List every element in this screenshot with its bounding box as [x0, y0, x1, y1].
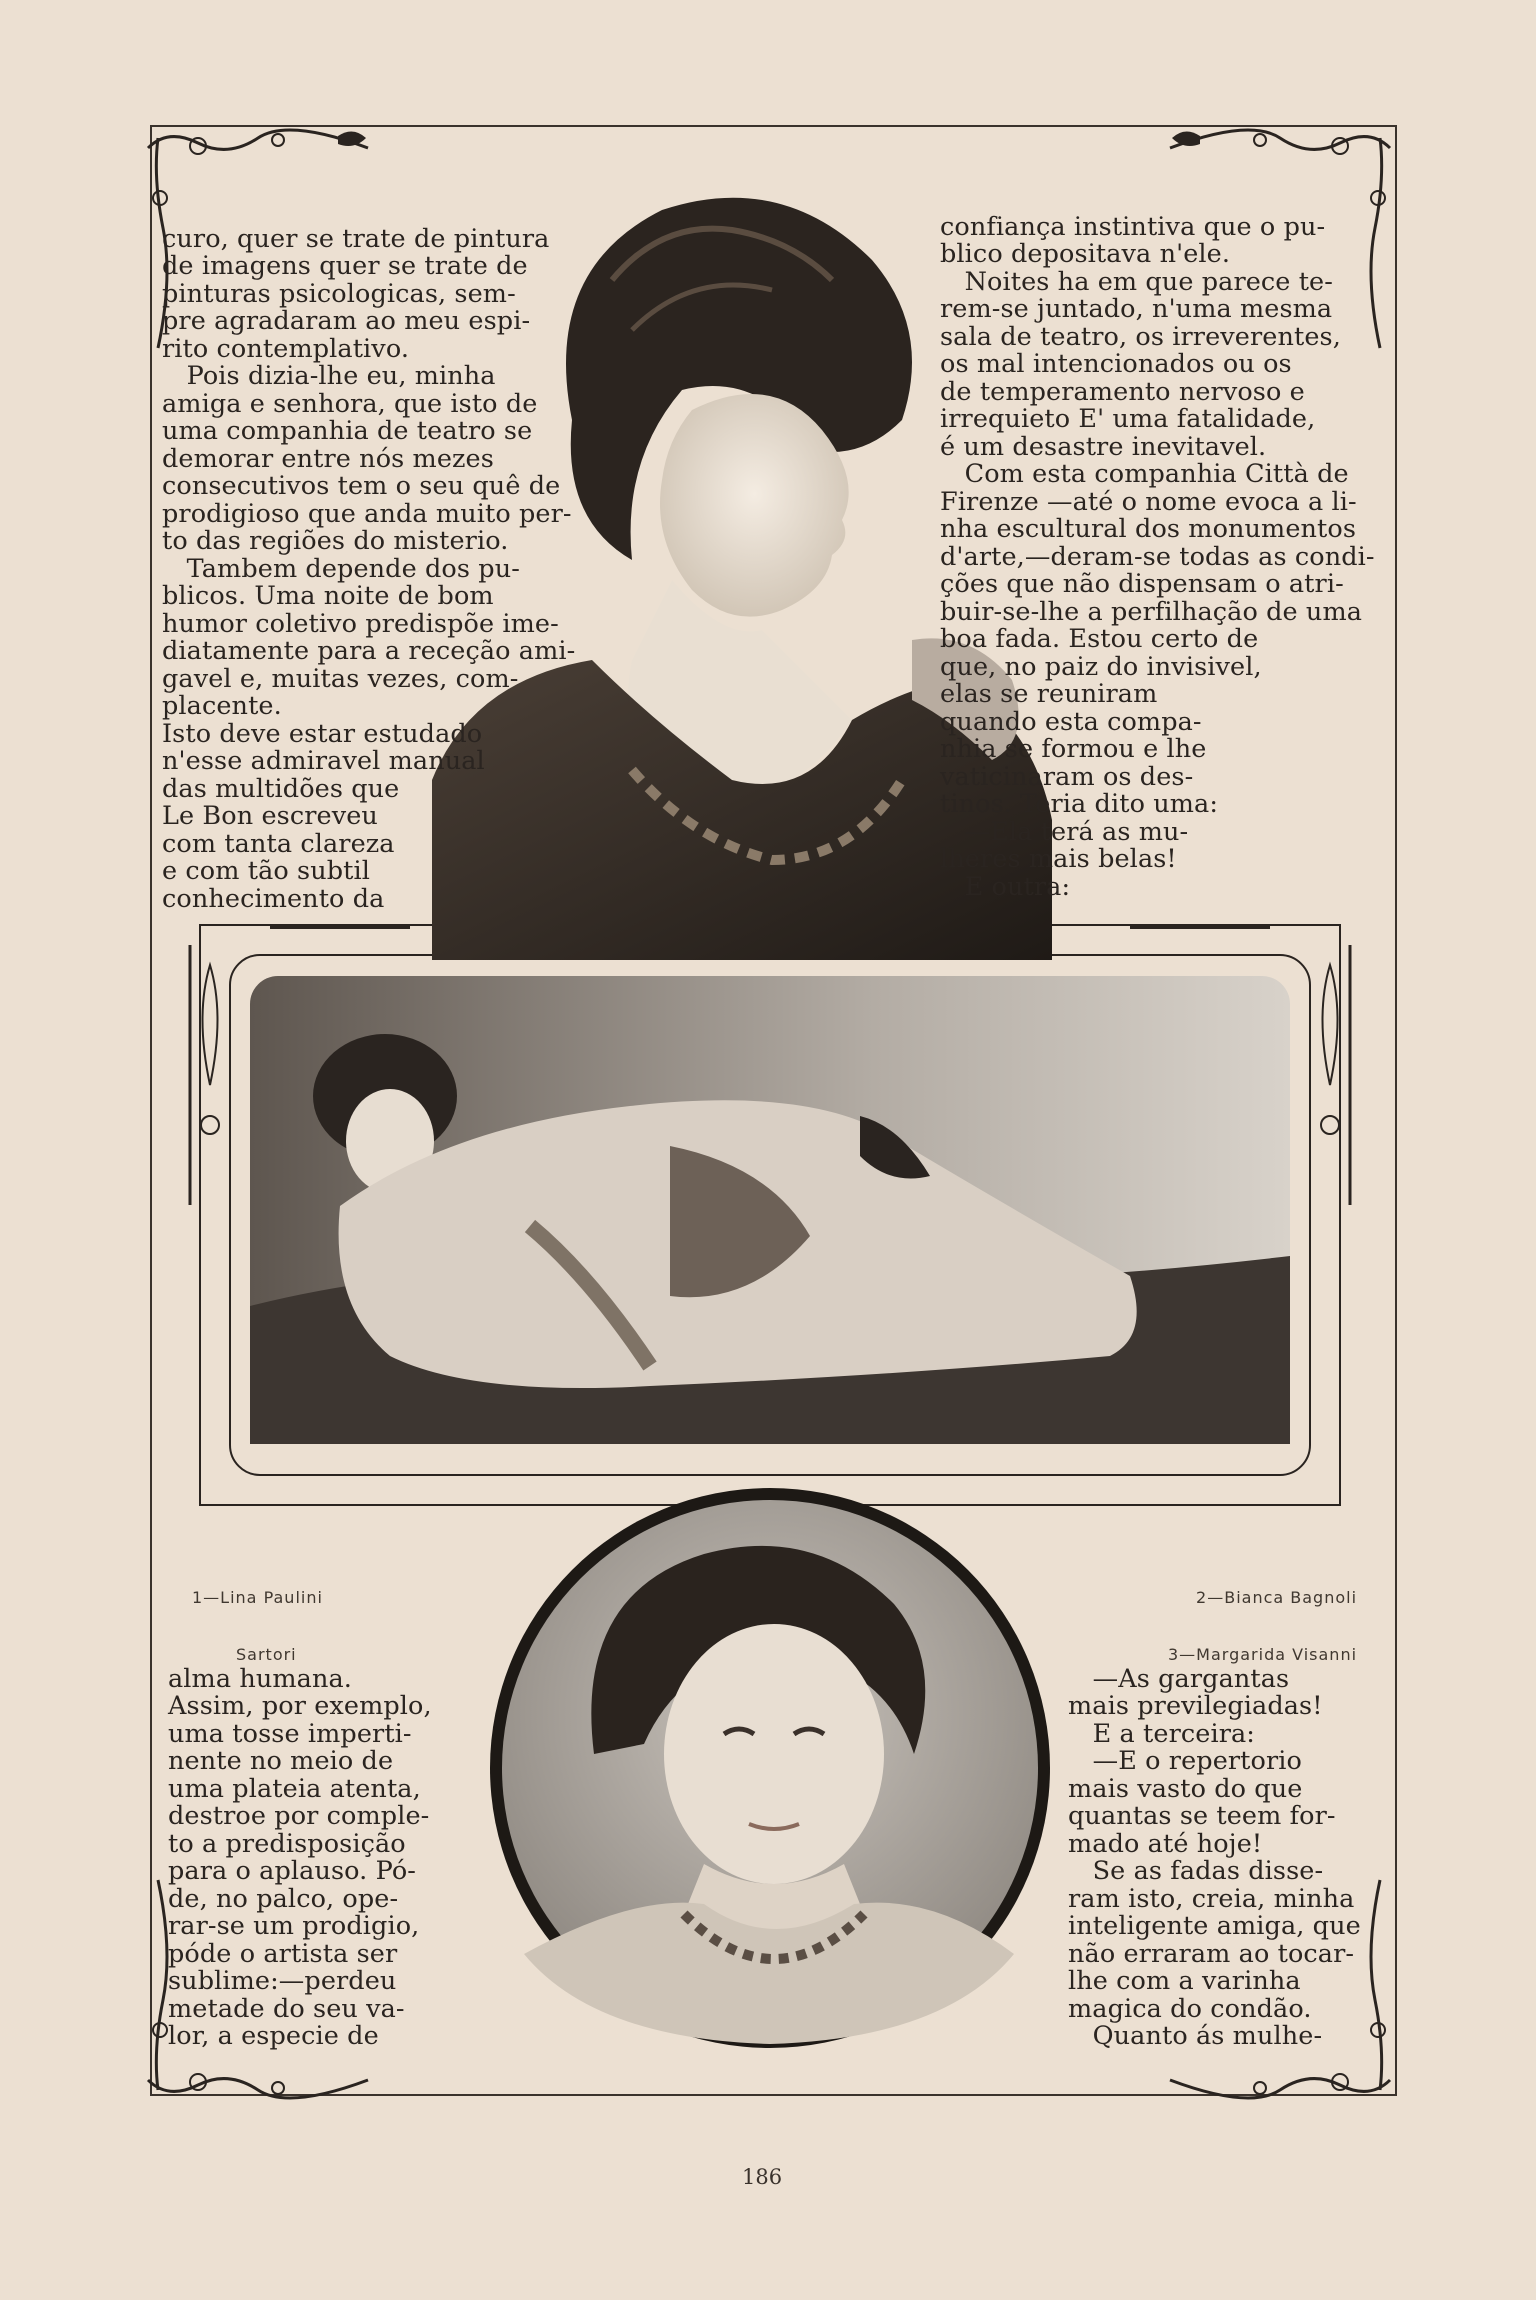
caption-left — [192, 1550, 323, 1683]
text-line: n'esse admiravel manual — [162, 746, 485, 776]
text-line: de, no palco, ope- — [168, 1883, 399, 1914]
text-line: destroe por comple- — [168, 1801, 430, 1831]
text-line: blico depositava n'ele. — [940, 239, 1231, 269]
text-line: lhe com a varinha — [1068, 1966, 1301, 1996]
text-line: lheres mais belas! — [940, 844, 1177, 874]
caption-right — [1168, 1550, 1357, 1683]
text-line: os mal intencionados ou os — [940, 349, 1292, 379]
photo-portrait-oval — [484, 1484, 1056, 2052]
text-line: mado até hoje! — [1068, 1828, 1263, 1859]
text-line: demorar entre nós mezes — [162, 443, 494, 474]
text-line: confiança instintiva que o pu- — [940, 211, 1326, 242]
text-line: Com esta companhia Città de — [940, 459, 1349, 489]
text-line: para o aplauso. Pó- — [168, 1856, 416, 1886]
caption-right-line: 3—Margarida Visanni — [1168, 1645, 1358, 1664]
text-line: não erraram ao tocar- — [1068, 1938, 1355, 1969]
text-line: —As gargantas — [1068, 1663, 1290, 1694]
text-line: elas se reuniram — [940, 679, 1158, 709]
text-line: de temperamento nervoso e — [940, 376, 1305, 407]
text-line: nente no meio de — [168, 1746, 394, 1776]
text-line: que, no paiz do invisivel, — [940, 651, 1262, 682]
text-line: mais vasto do que — [1068, 1773, 1303, 1804]
right-column-bottom-text — [1068, 1638, 1361, 2051]
text-line: rito contemplativo. — [162, 333, 410, 364]
text-line: ções que não dispensam o atri- — [940, 569, 1344, 599]
text-line: sala de teatro, os irreverentes, — [940, 321, 1341, 352]
text-line: quantas se teem for- — [1068, 1801, 1336, 1831]
text-line: Quanto ás mulhe- — [1068, 2021, 1323, 2051]
text-line: Le Bon escreveu — [162, 801, 378, 831]
text-line: uma plateia atenta, — [168, 1773, 421, 1804]
text-line: Noites ha em que parece te- — [940, 266, 1333, 297]
text-line: vaticinaram os des- — [940, 761, 1194, 792]
text-line: irrequieto E' uma fatalidade, — [940, 404, 1316, 434]
text-line: conhecimento da — [162, 883, 385, 914]
text-line: consecutivos tem o seu quê de — [162, 471, 561, 501]
photo-reclining-woman — [250, 976, 1290, 1444]
text-line: magica do condão. — [1068, 1993, 1312, 2024]
text-line: prodigioso que anda muito per- — [162, 498, 572, 529]
text-line: Tambem depende dos pu- — [162, 553, 520, 584]
text-line: curo, quer se trate de pintura — [162, 223, 550, 254]
text-line: metade do seu va- — [168, 1993, 405, 2024]
text-line: lor, a especie de — [168, 2021, 379, 2051]
text-line: Pois dizia-lhe eu, minha — [162, 361, 496, 391]
text-line: nha escultural dos monumentos — [940, 514, 1357, 544]
text-line: buir-se-lhe a perfilhação de uma — [940, 596, 1363, 627]
text-line: é um desastre inevitavel. — [940, 431, 1267, 462]
caption-right-line: 2—Bianca Bagnoli — [1196, 1588, 1358, 1607]
text-line: diatamente para a receção ami- — [162, 636, 576, 666]
text-line: Assim, por exemplo, — [168, 1691, 432, 1721]
text-line: Firenze —até o nome evoca a li- — [940, 486, 1357, 517]
text-line: to a predisposição — [168, 1828, 406, 1859]
text-line: rem-se juntado, n'uma mesma — [940, 294, 1333, 324]
text-line: com tanta clareza — [162, 828, 395, 859]
text-line: Isto deve estar estudado — [162, 718, 483, 749]
text-line: Se as fadas disse- — [1068, 1856, 1324, 1886]
text-line: tinos. Teria dito uma: — [940, 789, 1219, 819]
text-line: —E o repertorio — [1068, 1746, 1302, 1776]
text-line: —Ela terá as mu- — [940, 816, 1189, 847]
right-column-top-text — [940, 186, 1375, 901]
text-line: to das regiões do misterio. — [162, 526, 509, 556]
text-line: das multidões que — [162, 773, 400, 804]
text-line: placente. — [162, 691, 282, 721]
page-number: 186 — [742, 2165, 783, 2189]
text-line: uma tosse imperti- — [168, 1718, 412, 1749]
text-line: blicos. Uma noite de bom — [162, 581, 494, 611]
text-line: gavel e, muitas vezes, com- — [162, 663, 519, 694]
left-column-bottom-text — [168, 1638, 432, 2051]
text-line: boa fada. Estou certo de — [940, 624, 1259, 654]
text-line: uma companhia de teatro se — [162, 416, 533, 446]
text-line: ram isto, creia, minha — [1068, 1883, 1355, 1914]
text-line: mais previlegiadas! — [1068, 1691, 1323, 1721]
text-line: amiga e senhora, que isto de — [162, 388, 538, 419]
text-line: alma humana. — [168, 1663, 353, 1694]
text-line: quando esta compa- — [940, 706, 1202, 737]
text-line: e com tão subtil — [162, 856, 371, 886]
text-line: sublime:—perdeu — [168, 1966, 397, 1996]
caption-left-line: 1—Lina Paulini — [192, 1588, 323, 1607]
text-line: E a terceira: — [1068, 1718, 1255, 1749]
text-line: de imagens quer se trate de — [162, 251, 528, 281]
text-line: inteligente amiga, que — [1068, 1911, 1361, 1941]
text-line: rar-se um prodigio, — [168, 1911, 420, 1941]
text-line: humor coletivo predispõe ime- — [162, 608, 559, 639]
text-line: pre agradaram ao meu espi- — [162, 306, 531, 336]
text-line: d'arte,—deram-se todas as condi- — [940, 541, 1375, 572]
text-line: E outra: — [940, 871, 1071, 902]
text-line: póde o artista ser — [168, 1938, 398, 1969]
caption-left-line: Sartori — [236, 1645, 297, 1664]
text-line: nhia se formou e lhe — [940, 734, 1207, 764]
text-line: pinturas psicologicas, sem- — [162, 278, 516, 309]
left-column-top-text — [162, 198, 575, 913]
